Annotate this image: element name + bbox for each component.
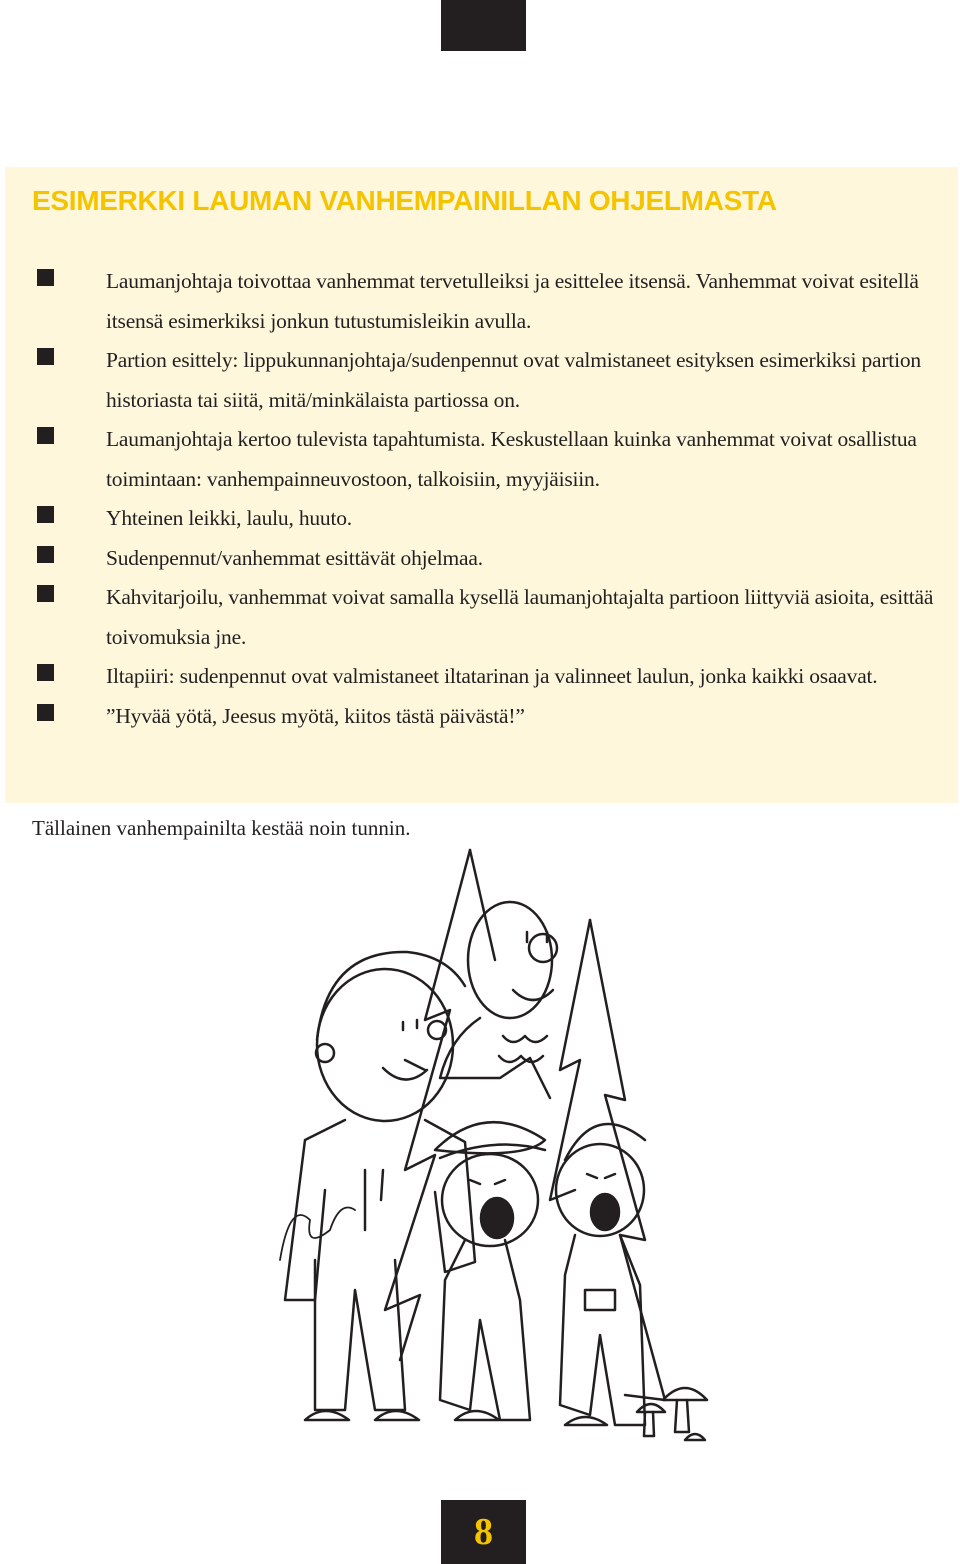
square-bullet-icon [37,506,54,523]
list-item-text: Laumanjohtaja toivottaa vanhemmat tervetulleiksi ja esittelee itsensä. Vanhemmat voivat esitellä itsensä esimerkiksi jonkun tutustumisleikin avulla. [106,269,919,333]
list-item-text: ”Hyvää yötä, Jeesus myötä, kiitos tästä päivästä!” [106,703,525,728]
list-item-text: Kahvitarjoilu, vanhemmat voivat samalla kysellä laumanjohtajalta partioon liittyviä asioita, esittää toivomuksia jne. [106,585,934,649]
list-item [0,578,960,657]
square-bullet-icon [37,704,54,721]
list-item [0,262,960,341]
list-item [0,657,960,697]
square-bullet-icon [37,664,54,681]
list-item-text: Iltapiiri: sudenpennut ovat valmistaneet iltatarinan ja valinneet laulun, jonka kaikki osaavat. [106,664,878,688]
square-bullet-icon [37,546,54,563]
footer-note: Tällainen vanhempainilta kestää noin tunnin. [32,816,411,840]
list-item-text: Sudenpennut/vanhemmat esittävät ohjelmaa. [106,545,483,570]
square-bullet-icon [37,269,54,286]
list-item [0,539,960,579]
square-bullet-icon [37,585,54,602]
program-list [0,262,960,736]
list-item [0,420,960,499]
list-item-text: Partion esittely: lippukunnanjohtaja/sudenpennut ovat valmistaneet esityksen esimerkiksi partion historiasta tai siitä, mitä/minkälaista partiossa on. [106,348,921,412]
list-item-text: Laumanjohtaja kertoo tulevista tapahtumista. Keskustellaan kuinka vanhemmat voivat osallistua toimintaan: vanhempainneuvostoon, talkoisiin, myyjäisiin. [106,427,917,491]
square-bullet-icon [37,427,54,444]
list-item-text: Yhteinen leikki, laulu, huuto. [106,506,352,530]
page-number-tab [441,1500,526,1564]
box-title: ESIMERKKI LAUMAN VANHEMPAINILLAN OHJELMASTA [32,185,777,216]
page-number: 8 [474,1511,493,1553]
family-walking-illustration [265,840,725,1480]
top-page-tab [441,0,526,51]
list-item [0,697,960,737]
list-item [0,341,960,420]
square-bullet-icon [37,348,54,365]
list-item [0,499,960,539]
